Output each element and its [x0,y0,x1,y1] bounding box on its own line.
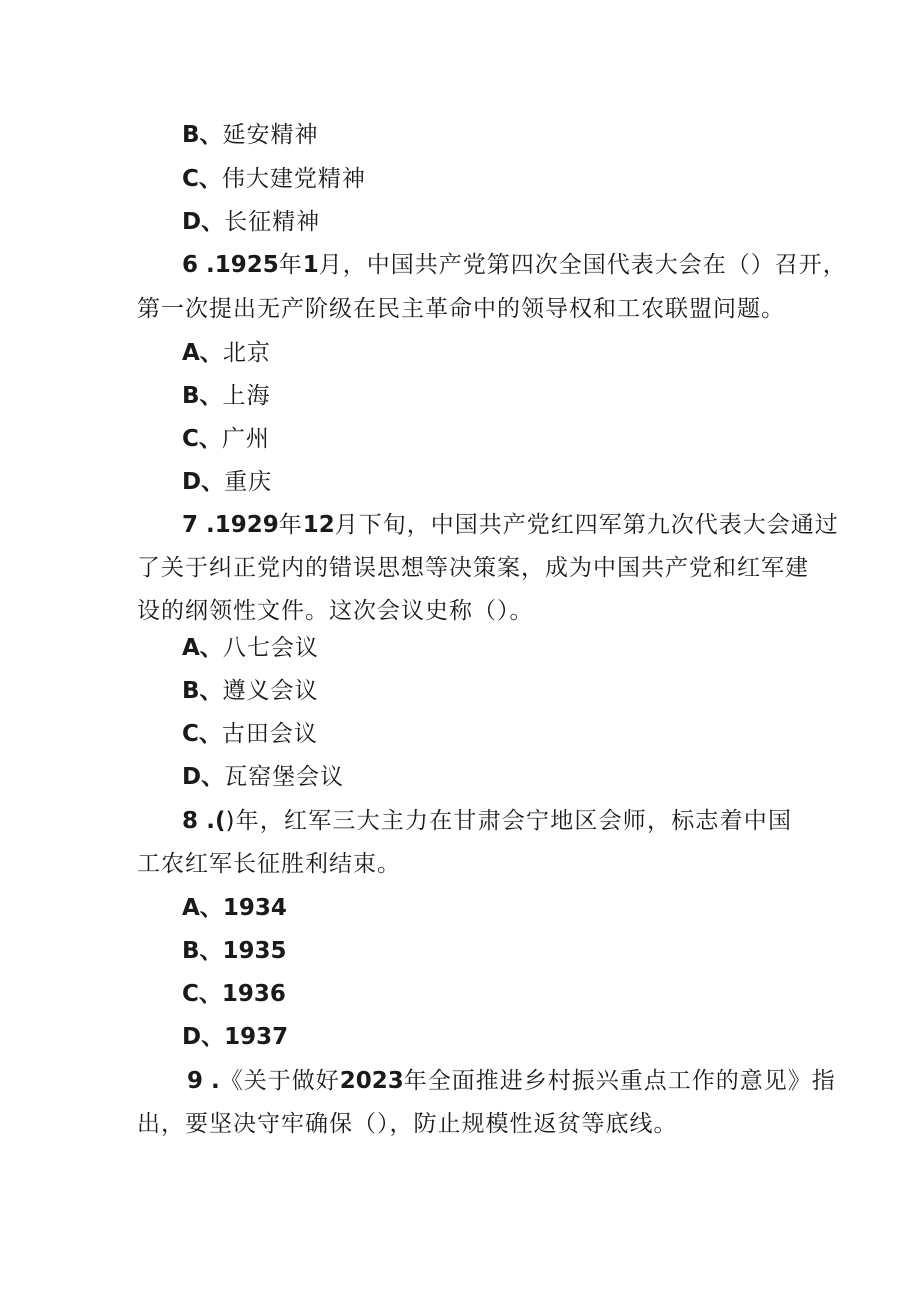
question-number: 7 . [182,512,215,538]
q7-option-a [182,633,319,663]
option-text: 遵义会议 [222,678,319,704]
q7-option-b [182,676,319,706]
q8-option-c [182,979,286,1009]
q6-option-d [182,467,272,497]
option-letter: A、 [182,340,223,366]
option-letter: C、 [182,981,222,1007]
q7-option-d [182,762,344,792]
q8-option-d [182,1022,288,1052]
q7-text: 设的纲领性文件。这次会议史称（）。 [137,598,534,624]
q7-text: 了关于纠正党内的错误思想等决策案，成为中国共产党和红军建 [137,555,809,581]
q7-stem-line1 [182,510,839,540]
option-text: 延安精神 [222,122,319,148]
q6-stem-line2 [137,294,785,324]
q7-month: 12 [302,512,335,538]
q8-text: 工农红军长征胜利结束。 [137,851,401,877]
option-letter: B、 [182,678,223,704]
option-text: 1934 [222,895,287,921]
option-letter: B、 [182,383,223,409]
option-letter: D、 [182,764,225,790]
question-number: 8 .( [182,808,226,834]
option-text: 上海 [222,383,271,409]
q6-text: 第一次提出无产阶级在民主革命中的领导权和工农联盟问题。 [137,296,785,322]
q5-option-b [182,120,319,150]
question-number: 9 . [187,1068,220,1094]
q7-year: 1929 [214,512,279,538]
q6-option-c [182,424,270,454]
q7-stem-line2 [137,553,809,583]
q9-year: 2023 [339,1068,404,1094]
q6-option-b [182,381,271,411]
q5-option-d [182,207,320,237]
option-text: 八七会议 [222,635,319,661]
option-letter: C、 [182,721,222,747]
q8-option-b [182,936,287,966]
q9-text: 《关于做好 [219,1068,340,1094]
q6-year: 1925 [214,252,279,278]
q9-text: 出，要坚决守牢确保（），防止规模性返贫等底线。 [137,1111,678,1137]
option-text: 长征精神 [224,209,321,235]
q8-stem-line1 [182,806,792,836]
option-letter: C、 [182,166,222,192]
option-letter: C、 [182,426,222,452]
option-letter: D、 [182,469,225,495]
q6-text: 年 [278,252,303,278]
q5-option-c [182,164,366,194]
q9-stem-line2 [137,1109,678,1139]
option-letter: B、 [182,938,223,964]
option-text: 1935 [222,938,287,964]
option-letter: B、 [182,122,223,148]
q8-option-a [182,893,287,923]
q6-stem-line1 [182,250,847,280]
option-text: 广州 [221,426,270,452]
q9-stem-line1 [187,1066,836,1096]
option-text: 1937 [224,1024,289,1050]
option-letter: D、 [182,209,225,235]
option-letter: A、 [182,895,223,921]
option-text: 伟大建党精神 [221,166,366,192]
q6-option-a [182,338,271,368]
question-number: 6 . [182,252,215,278]
q7-stem-line3 [137,596,534,626]
option-letter: A、 [182,635,223,661]
q6-text: 月，中国共产党第四次全国代表大会在（）召开， [318,252,847,278]
q8-text: )年，红军三大主力在甘肃会宁地区会师，标志着中国 [225,808,792,834]
option-letter: D、 [182,1024,225,1050]
q6-month: 1 [302,252,319,278]
q8-stem-line2 [137,849,401,879]
option-text: 1936 [221,981,286,1007]
q7-text: 年 [278,512,303,538]
option-text: 重庆 [224,469,273,495]
q7-option-c [182,719,318,749]
option-text: 北京 [222,340,271,366]
option-text: 瓦窑堡会议 [224,764,345,790]
option-text: 古田会议 [221,721,318,747]
q9-text: 年全面推进乡村振兴重点工作的意见》指 [403,1068,836,1094]
q7-text: 月下旬，中国共产党红四军第九次代表大会通过 [334,512,839,538]
